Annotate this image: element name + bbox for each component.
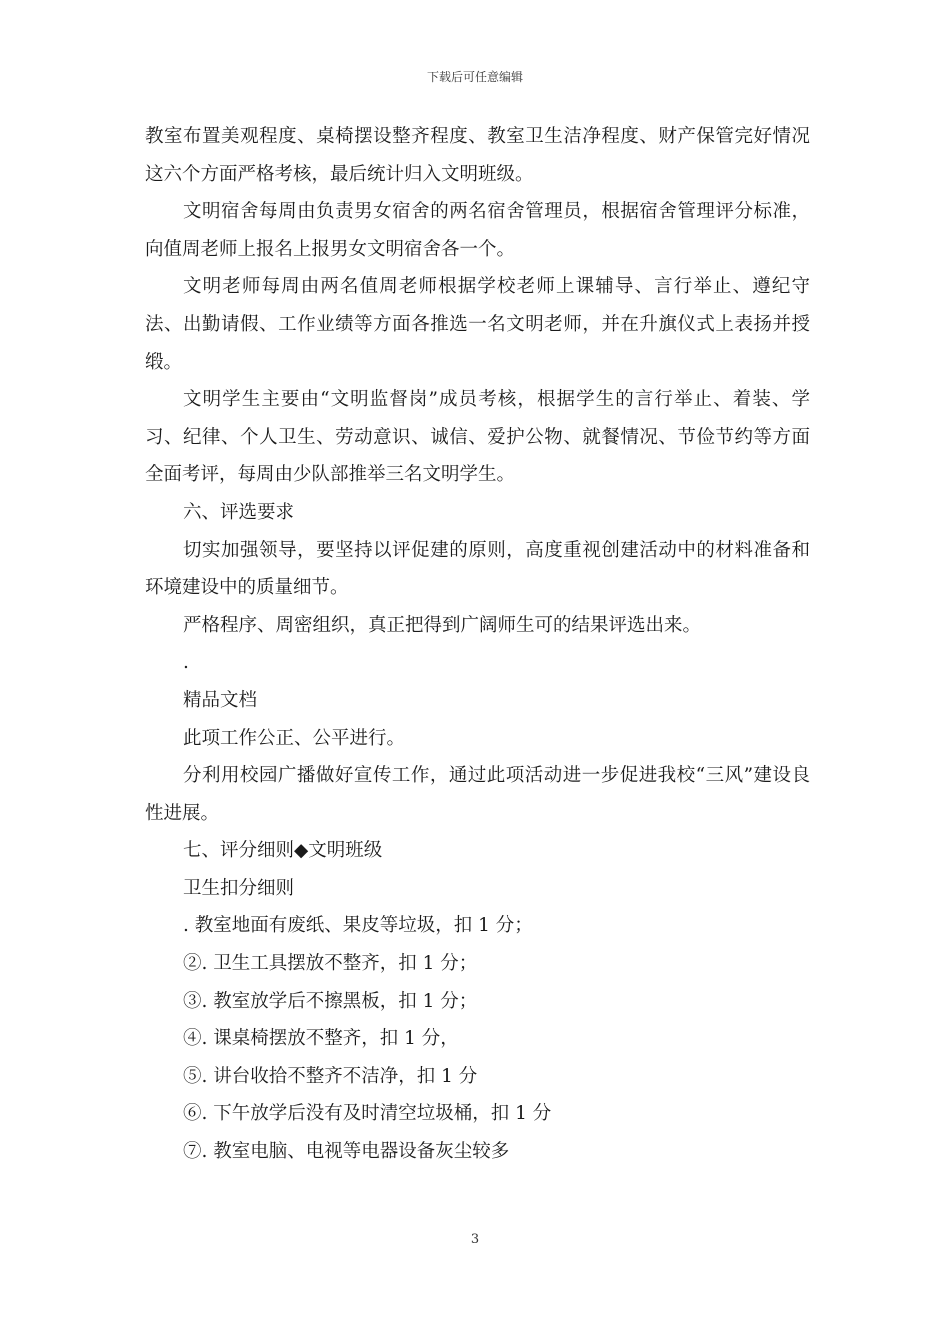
list-item: ⑥. 下午放学后没有及时清空垃圾桶，扣 1 分 [183, 1103, 552, 1125]
dot-line: . [183, 652, 189, 674]
paragraph-4: 文明学生主要由“文明监督岗”成员考核，根据学生的言行举止、着装、学习、纪律、个人卫生、劳动意识、诚信、爱护公物、就餐情况、节俭节约等方面全面考评，每周由少队部推举三名文明学生。 [145, 389, 810, 486]
paragraph-1: 教室布置美观程度、桌椅摆设整齐程度、教室卫生洁净程度、财产保管完好情况这六个方面严格考核，最后统计归入文明班级。 [145, 126, 810, 185]
document-body [145, 118, 810, 1171]
page-number: 3 [470, 1232, 480, 1247]
list-item: ③. 教室放学后不擦黑板，扣 1 分； [183, 990, 478, 1012]
section-heading-6: 六、评选要求 [183, 501, 295, 523]
paragraph-8: 分利用校园广播做好宣传工作，通过此项活动进一步促进我校“三风”建设良性进展。 [145, 765, 810, 824]
quality-doc-line: 精品文档 [183, 689, 258, 711]
page-header [0, 68, 950, 85]
page-footer [0, 1232, 950, 1247]
list-item: ⑤. 讲台收拾不整齐不洁净，扣 1 分 [183, 1065, 478, 1087]
list-item: ②. 卫生工具摆放不整齐，扣 1 分； [183, 953, 478, 975]
list-item: ④. 课桌椅摆放不整齐，扣 1 分， [183, 1028, 459, 1050]
paragraph-5: 切实加强领导，要坚持以评促建的原则，高度重视创建活动中的材料准备和环境建设中的质量细节。 [145, 539, 810, 599]
subheading-hygiene: 卫生扣分细则 [183, 877, 295, 899]
paragraph-6: 严格程序、周密组织，真正把得到广阔师生可的结果评选出来。 [183, 614, 702, 636]
section-heading-7: 七、评分细则◆文明班级 [183, 840, 383, 862]
header-note: 下载后可任意编辑 [426, 70, 523, 84]
list-item: . 教室地面有废纸、果皮等垃圾，扣 1 分； [183, 915, 533, 937]
paragraph-7: 此项工作公正、公平进行。 [183, 727, 406, 749]
list-item: ⑦. 教室电脑、电视等电器设备灰尘较多 [183, 1141, 510, 1163]
paragraph-3: 文明老师每周由两名值周老师根据学校老师上课辅导、言行举止、遵纪守法、出勤请假、工作业绩等方面各推选一名文明老师，并在升旗仪式上表扬并授缎。 [145, 276, 810, 373]
paragraph-2: 文明宿舍每周由负责男女宿舍的两名宿舍管理员，根据宿舍管理评分标准，向值周老师上报名上报男女文明宿舍各一个。 [145, 201, 810, 260]
